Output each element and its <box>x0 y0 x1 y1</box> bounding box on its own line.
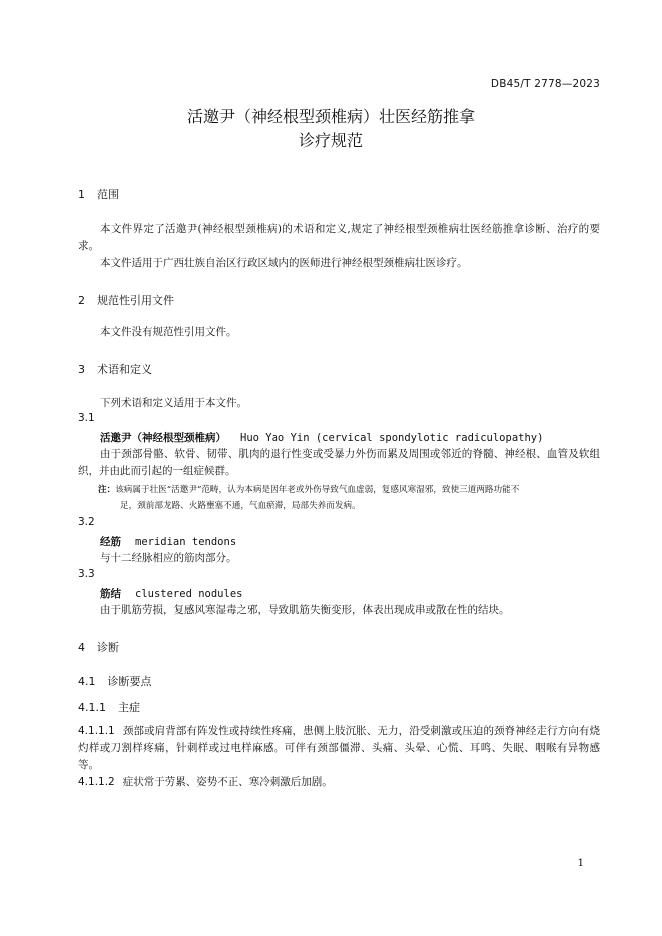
clause-4-1-1-2 <box>78 774 600 791</box>
section-number: 2 <box>78 294 85 307</box>
note-text-line2: 足，颈前部龙路、火路壅塞不通，气血瘀滞，局部失养而发病。 <box>120 501 361 511</box>
page-number: 1 <box>577 858 584 869</box>
term-english: Huo Yao Yin (cervical spondylotic radiculopathy) <box>240 432 544 444</box>
subsection-number: 4.1.1 <box>78 701 106 714</box>
term-definition: 由于颈部骨骼、软骨、韧带、肌肉的退行性变或受暴力外伤而累及周围或邻近的脊髓、神经根、血管及软组织，并由此而引起的一组症候群。 <box>78 448 600 477</box>
term-number: 3.1 <box>78 412 95 424</box>
section-1-paragraph-1: 本文件界定了活邀尹(神经根型颈椎病)的术语和定义,规定了神经根型颈椎病壮医经筋推拿诊断、治疗的要求。 <box>78 223 600 252</box>
term-chinese: 筋结 <box>100 588 121 600</box>
section-number: 1 <box>78 188 85 201</box>
section-1-heading <box>78 186 119 202</box>
section-3-heading <box>78 361 152 377</box>
section-3-intro: 下列术语和定义适用于本文件。 <box>100 397 247 409</box>
term-english: clustered nodules <box>135 588 243 600</box>
document-title-line2: 诊疗规范 <box>298 131 363 150</box>
clause-4-1-1-1 <box>78 723 600 774</box>
document-title-line1: 活邀尹（神经根型颈椎病）壮医经筋推拿 <box>186 107 475 126</box>
section-4-heading <box>78 639 119 655</box>
term-number: 3.2 <box>78 516 95 528</box>
section-number: 4 <box>78 641 85 654</box>
term-number: 3.3 <box>78 568 95 580</box>
term-chinese: 经筋 <box>100 536 121 548</box>
section-title: 范围 <box>97 188 119 201</box>
clause-number: 4.1.1.1 <box>78 725 115 737</box>
subsection-title: 主症 <box>118 701 140 714</box>
subsection-title: 诊断要点 <box>107 675 152 688</box>
subsection-4-1-heading <box>78 673 152 689</box>
note-text-line1: 该病属于壮医“活邀尹”范畴，认为本病是因年老或外伤导致气血虚弱，复感风寒湿邪，致使三道两路功能不 <box>115 485 520 495</box>
term-entry <box>100 534 236 549</box>
term-definition: 由于肌筋劳损，复感风寒湿毒之邪，导致肌筋失衡变形，体表出现成串或散在性的结块。 <box>100 604 510 616</box>
document-code: DB45/T 2778—2023 <box>490 78 600 90</box>
section-2-paragraph: 本文件没有规范性引用文件。 <box>100 326 237 338</box>
clause-text: 颈部或肩背部有阵发性或持续性疼痛，患侧上肢沉胀、无力，沿受刺激或压迫的颈脊神经走行方向有烧灼样或刀割样疼痛，针刺样或过电样麻感。可伴有颈部僵滞、头痛、头晕、心慌、耳鸣、失眠、咽喉有异物感等。 <box>78 725 600 771</box>
section-2-heading <box>78 292 174 308</box>
term-chinese: 活邀尹（神经根型颈椎病） <box>100 432 226 444</box>
term-definition: 与十二经脉相应的筋肉部分。 <box>100 552 237 564</box>
section-number: 3 <box>78 363 85 376</box>
section-1-paragraph-2: 本文件适用于广西壮族自治区行政区域内的医师进行神经根型颈椎病壮医诊疗。 <box>100 257 468 269</box>
section-title: 术语和定义 <box>97 363 152 376</box>
note-label: 注： <box>98 485 116 495</box>
subsection-4-1-1-heading <box>78 699 140 715</box>
subsection-number: 4.1 <box>78 675 96 688</box>
term-entry <box>100 586 242 601</box>
clause-text: 症状常于劳累、姿势不正、寒冷刺激后加剧。 <box>122 776 333 788</box>
term-note <box>98 482 600 514</box>
term-english: meridian tendons <box>135 536 237 548</box>
clause-number: 4.1.1.2 <box>78 776 115 788</box>
term-entry <box>100 430 543 445</box>
section-title: 诊断 <box>97 641 119 654</box>
section-title: 规范性引用文件 <box>97 294 174 307</box>
